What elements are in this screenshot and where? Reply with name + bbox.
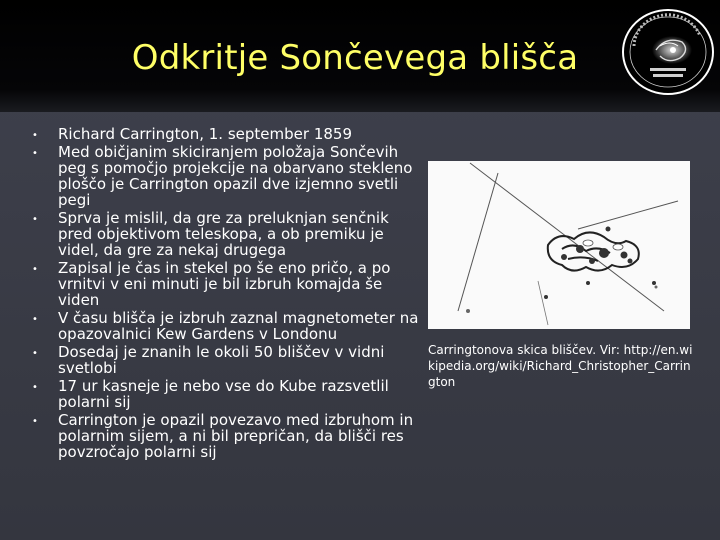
- bullet-text: Sprva je mislil, da gre za preluknjan senčnik pred objektivom teleskopa, a ob premiku je videl, da gre za nekaj drugega: [58, 209, 389, 259]
- bullet-item: [28, 126, 420, 142]
- bullet-dot: •: [32, 348, 38, 359]
- bullet-dot: •: [32, 264, 38, 275]
- bullet-dot: •: [32, 382, 38, 393]
- bullet-item: [28, 260, 420, 308]
- bullet-item: [28, 378, 420, 410]
- bullet-text: 17 ur kasneje je nebo vse do Kube razsvetlil polarni sij: [58, 377, 389, 411]
- bullet-text: Carrington je opazil povezavo med izbruhom in polarnim sijem, a ni bil prepričan, da blišči res povzročajo polarni sij: [58, 411, 414, 461]
- bullet-item: [28, 210, 420, 258]
- bullet-item: [28, 344, 420, 376]
- bullet-item: [28, 310, 420, 342]
- bullet-dot: •: [32, 314, 38, 325]
- bullet-dot: •: [32, 130, 38, 141]
- bullet-text: Dosedaj je znanih le okoli 50 bliščev v vidni svetlobi: [58, 343, 385, 377]
- bullet-list: [28, 126, 420, 462]
- bullet-item: [28, 144, 420, 208]
- astronomical-society-logo: [620, 6, 716, 98]
- image-caption: Carringtonova skica bliščev. Vir: http://en.wikipedia.org/wiki/Richard_Christopher_Carrington: [428, 343, 693, 389]
- bullet-dot: •: [32, 416, 38, 427]
- bullet-text: Richard Carrington, 1. september 1859: [58, 125, 352, 143]
- bullet-dot: •: [32, 214, 38, 225]
- slide-title: Odkritje Sončevega blišča: [131, 38, 579, 78]
- bullet-item: [28, 412, 420, 460]
- bullet-text: V času blišča je izbruh zaznal magnetometer na opazovalnici Kew Gardens v Londonu: [58, 309, 419, 343]
- bullet-text: Med običjanim skiciranjem položaja Sončevih peg s pomočjo projekcije na obarvano stekleno ploščo je Carrington opazil dve izjemno svetli pegi: [58, 143, 413, 209]
- carrington-sketch-image: [428, 161, 690, 329]
- bullet-dot: •: [32, 148, 38, 159]
- bullet-text: Zapisal je čas in stekel po še eno pričo, a po vrnitvi v eni minuti je bil izbruh komajda še viden: [58, 259, 391, 309]
